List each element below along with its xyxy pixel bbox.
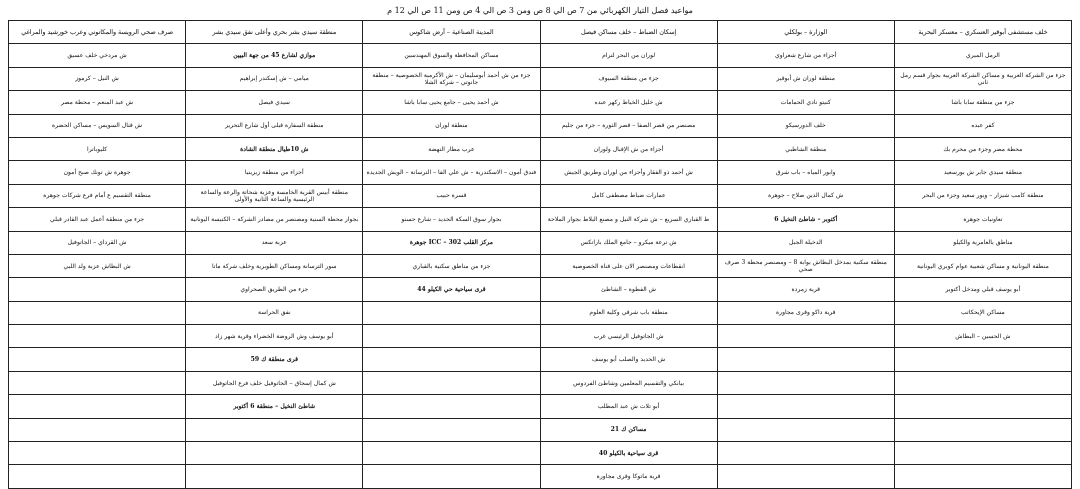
table-cell: كنيتو نادي الحمامات (717, 91, 894, 114)
table-cell (363, 301, 540, 324)
table-cell: سيدي فيصل (186, 91, 363, 114)
table-cell (9, 418, 186, 441)
table-cell (363, 442, 540, 465)
table-row (9, 371, 1072, 394)
table-cell (9, 278, 186, 301)
table-cell (894, 395, 1071, 418)
table-cell: ش الجاتوفيل الرئيسي غرب (540, 325, 717, 348)
table-row (9, 91, 1072, 114)
table-row (9, 418, 1072, 441)
table-cell: أبو يوسف قبلي ومدخل أكتوبر (894, 278, 1071, 301)
table-cell: قسرة حبيب (363, 184, 540, 207)
table-cell: موازي لشارع 45 من جهة البيين (186, 44, 363, 67)
table-cell (717, 442, 894, 465)
table-row (9, 301, 1072, 324)
table-cell: بجوار محطة السنية ومصنصر من مصادر الشركة – الكنيسة اليونانية (186, 208, 363, 231)
table-cell: منطقة اليونانية و مساكن شعبية عوام كوبري اليونانية (894, 254, 1071, 277)
table-cell: جزء من الطريق الصحراوي (186, 278, 363, 301)
column-header: صرف صحي الرويسة والمكانوني وعرب خورشيد والمراغي (9, 21, 186, 44)
column-header: إسكان الضباط – خلف مساكن فيصل (540, 21, 717, 44)
table-cell: ش خليل الخياط ركهر عبده (540, 91, 717, 114)
table-header-row (9, 21, 1072, 44)
page-title: مواعيد فصل التيار الكهربائي من 7 ص الي 8 ص ومن 3 ص الي 4 ص ومن 11 ص الي 12 م (387, 6, 693, 15)
table-cell: جزء من منطقة السيوف (540, 67, 717, 90)
table-row (9, 44, 1072, 67)
table-cell: منطقة لوران (363, 114, 540, 137)
table-cell (363, 348, 540, 371)
table-cell (9, 348, 186, 371)
table-cell: ش عبد المنعم – محطة مصر (9, 91, 186, 114)
column-header: خلف مستشفى أبوقير العسكري – معسكر البحرية (894, 21, 1071, 44)
table-row (9, 465, 1072, 488)
table-cell: ش النيل – كرموز (9, 67, 186, 90)
table-cell (186, 442, 363, 465)
table-cell (9, 465, 186, 488)
table-cell: مساكن الإيحكاتب (894, 301, 1071, 324)
table-cell: الرمل الميري (894, 44, 1071, 67)
table-cell: سور الترسانة ومساكن الطوبرية وخلف شركة ماتا (186, 254, 363, 277)
table-cell: الدخيلة الجبل (717, 231, 894, 254)
table-cell: منطقة الشاطبي (717, 137, 894, 160)
table-cell: ش البطاش عزبة ولد اللبي (9, 254, 186, 277)
table-row (9, 67, 1072, 90)
table-cell: ش كمال إسحاق – الجاتوفيل خلف فرع الجاتوفيل (186, 371, 363, 394)
table-cell (363, 395, 540, 418)
table-cell: عزبة سعد (186, 231, 363, 254)
table-cell (363, 371, 540, 394)
table-cell: أجزاء من ش الإقبال ولوران (540, 137, 717, 160)
table-cell (717, 325, 894, 348)
table-cell (894, 418, 1071, 441)
table-cell: نفق الحراسة (186, 301, 363, 324)
table-cell: منطقة سيدي جابر ش بورسعيد (894, 161, 1071, 184)
table-cell (9, 325, 186, 348)
table-cell (717, 395, 894, 418)
table-cell (363, 325, 540, 348)
table-cell: مناطق بالعامرية والكيلو (894, 231, 1071, 254)
table-cell (717, 371, 894, 394)
table-cell: تعاونيات جوهرة (894, 208, 1071, 231)
table-cell: جزء من مناطق سكنية بالقباري (363, 254, 540, 277)
table-cell: ش ترعة ميكرو – جامع الملك باراتكس (540, 231, 717, 254)
table-cell (9, 301, 186, 324)
table-cell: شاطئ النخيل – منطقة 6 أكتوبر (186, 395, 363, 418)
table-cell: أكتوبر – شاطئ النخيل 6 (717, 208, 894, 231)
table-cell: منطقة السفارة قبلى أول شارع التحرير (186, 114, 363, 137)
table-row (9, 184, 1072, 207)
table-cell: قرى سياحية حي الكيلو 44 (363, 278, 540, 301)
table-cell: انقطاعات ومصنصر الان على قناة الخصوصية (540, 254, 717, 277)
table-cell: محطة مصر وجزء من محرم بك (894, 137, 1071, 160)
table-cell: جزء من الشركة العربية و مساكن الشركة العربية بجوار قسم رمل ثاني (894, 67, 1071, 90)
table-cell: منطقة التقسيم ع أمام فرع شركات جوهرة (9, 184, 186, 207)
table-cell: ش القرداي – الجاتوفيل (9, 231, 186, 254)
column-header: منطقة سيدي بشر بحري وأعلى نفق سيدي بشر (186, 21, 363, 44)
table-row (9, 208, 1072, 231)
table-row (9, 278, 1072, 301)
table-cell: منطقة لوران ش أبوقير (717, 67, 894, 90)
table-cell: بيانكي والتقسيم المعلمين وشاطئ الفردوس (540, 371, 717, 394)
table-cell: ش أحمد ذو الفقار وأجزاء من لوران وطريق الجيش (540, 161, 717, 184)
table-cell: قرية ماتوكا وقرى مجاورة (540, 465, 717, 488)
table-cell: ش كمال الدين صلاح – جوهرة (717, 184, 894, 207)
table-cell (363, 418, 540, 441)
table-cell: جزء من ش أحمد أبوسليمان – ش الأكرمية الخصوصية – منطقة جانوتي – شركة الشلا (363, 67, 540, 90)
table-cell: ش أحمد يحيى – جامع يحيى سابا باشا (363, 91, 540, 114)
table-cell: بجوار سوق السكة الحديد – شارع حسنو (363, 208, 540, 231)
table-cell: جزء من منطقة سابا باشا (894, 91, 1071, 114)
table-cell: قرى سياحية بالكيلو 40 (540, 442, 717, 465)
table-cell (9, 371, 186, 394)
table-cell: خلف الدورسيكو (717, 114, 894, 137)
table-cell: ط القباري السريع – ش شركة النيل و مصنع البلاط بجوار الملاحة (540, 208, 717, 231)
table-cell: لوران من البحر لترام (540, 44, 717, 67)
table-row (9, 348, 1072, 371)
table-cell (186, 418, 363, 441)
table-row (9, 325, 1072, 348)
table-cell (717, 348, 894, 371)
table-cell: مساكن المحافظة والسوق المهندسين (363, 44, 540, 67)
table-cell (894, 442, 1071, 465)
table-cell: ميامي – ش إسكندر إبراهيم (186, 67, 363, 90)
table-row (9, 114, 1072, 137)
table-cell (9, 442, 186, 465)
table-row (9, 161, 1072, 184)
table-cell: مركز القلب ICC – 302 جوهرة (363, 231, 540, 254)
table-cell (9, 395, 186, 418)
table-cell: منطقة كامب شيزار – وبور سعيد وجزء من البحر (894, 184, 1071, 207)
table-cell: أجزاء من شارع شعراوي (717, 44, 894, 67)
column-header: المدينة الصناعية – أرض شاكوس (363, 21, 540, 44)
table-cell: عمارات ضباط مصطفى كامل (540, 184, 717, 207)
table-cell: كليوباترا (9, 137, 186, 160)
table-cell: قرية زمردة (717, 278, 894, 301)
table-cell (363, 465, 540, 488)
table-cell: قرية داكو وقرى مجاورة (717, 301, 894, 324)
table-cell: أبو يوسف وش الروضة الخضراء وقرية شهر زاد (186, 325, 363, 348)
table-cell: ش مردخي خلف عسيق (9, 44, 186, 67)
table-cell: قرى منطقة ك 59 (186, 348, 363, 371)
table-cell: منطقة أبيس القرية الخامسة وعزبة شحاتة والرعة والساعة الرئيسية والساعة الثانية والأولى (186, 184, 363, 207)
table-cell (717, 418, 894, 441)
table-row (9, 442, 1072, 465)
table-cell: ش 10طيال منطقة الشادة (186, 137, 363, 160)
table-cell: مصنصر من قصر الصفا – قصر الثورة – جزء من جليم (540, 114, 717, 137)
table-cell: أجزاء من منطقة زيزينيا (186, 161, 363, 184)
table-row (9, 137, 1072, 160)
table-cell: عرب مطار النهضة (363, 137, 540, 160)
table-cell (894, 348, 1071, 371)
table-cell: منطقة باب شرقي وكلية العلوم (540, 301, 717, 324)
table-cell: فندق أمون – الاسكندرية – ش علي الفا – الترسانة – الويش الجديدة (363, 161, 540, 184)
table-cell: كفر عبده (894, 114, 1071, 137)
table-cell (894, 465, 1071, 488)
table-cell (186, 465, 363, 488)
table-cell: مساكن ك 21 (540, 418, 717, 441)
outage-schedule-table (8, 20, 1072, 489)
table-row (9, 254, 1072, 277)
table-cell: جوهرة ش تونك صبح أمون (9, 161, 186, 184)
table-cell: أبو تلات ش عبد المطلب (540, 395, 717, 418)
table-row (9, 395, 1072, 418)
table-cell: ش قنال السويس – مساكن الحضرة (9, 114, 186, 137)
table-cell: وابور المياه – باب شرق (717, 161, 894, 184)
table-cell: ش الحديد والصلب أبو يوسف (540, 348, 717, 371)
table-row (9, 231, 1072, 254)
column-header: الوزارة – بولكلي (717, 21, 894, 44)
table-cell (894, 371, 1071, 394)
table-cell: ش الفطوة – الشاطئ (540, 278, 717, 301)
table-cell: منطقة سكنية بمدخل البطاش بوابة 8 – ومصنصر محطة 3 صرف صحي (717, 254, 894, 277)
table-cell: ش الحسين – البطاش (894, 325, 1071, 348)
table-cell: جزء من منطقة أعمل عبد القادر قبلي (9, 208, 186, 231)
table-cell (717, 465, 894, 488)
